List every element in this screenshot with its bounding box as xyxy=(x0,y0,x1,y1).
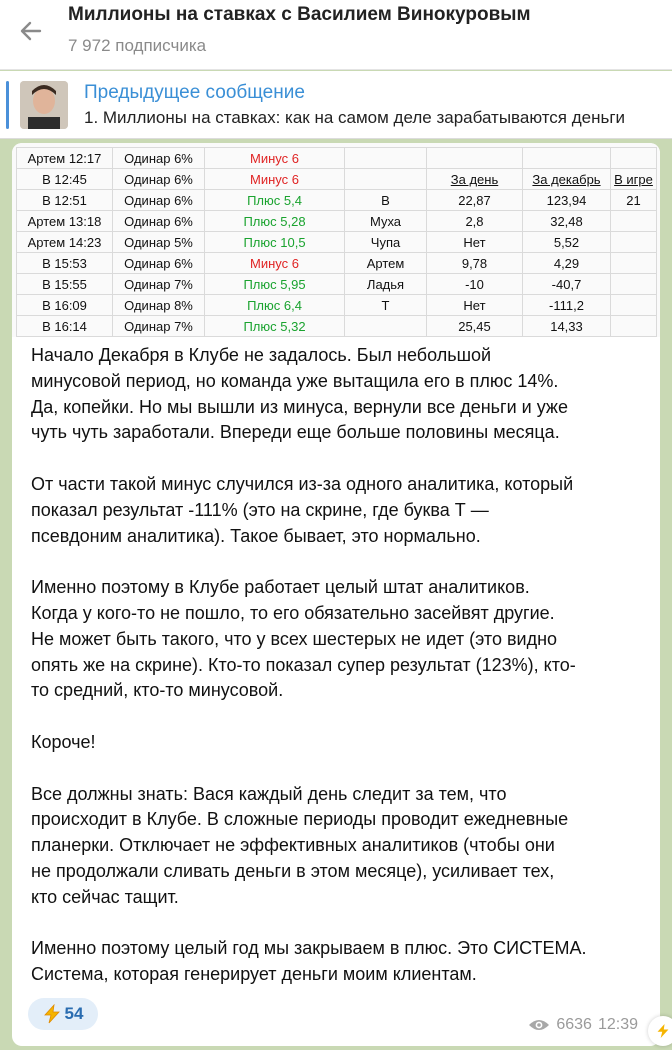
lightning-icon xyxy=(43,1004,61,1024)
sheet-cell-bet: Одинар 6% xyxy=(113,190,205,211)
pinned-text: 1. Миллионы на ставках: как на самом деле зарабатываются деньги xyxy=(84,108,626,127)
sheet-cell-day: 25,45 xyxy=(427,316,523,337)
sheet-cell-play: В игре xyxy=(611,169,657,190)
sheet-cell-name: Муха xyxy=(345,211,427,232)
sheet-cell-time: В 12:51 xyxy=(17,190,113,211)
sheet-cell-result: Плюс 5,28 xyxy=(205,211,345,232)
sheet-cell-dec: -111,2 xyxy=(523,295,611,316)
sheet-cell-play xyxy=(611,295,657,316)
sheet-row xyxy=(17,211,657,232)
sheet-cell-time: В 15:53 xyxy=(17,253,113,274)
sheet-cell-result: Плюс 5,95 xyxy=(205,274,345,295)
sheet-cell-day: За день xyxy=(427,169,523,190)
paragraph: От части такой минус случился из-за одного аналитика, который показал результат -111% (это на скрине, где буква Т — псевдоним аналитика). Такое бывает, это нормально. xyxy=(31,473,574,546)
message-text xyxy=(31,343,651,988)
sheet-cell-name xyxy=(345,169,427,190)
sheet-cell-day: 9,78 xyxy=(427,253,523,274)
quick-reaction-button[interactable] xyxy=(648,1016,672,1046)
sheet-cell-result: Плюс 10,5 xyxy=(205,232,345,253)
sheet-row xyxy=(17,232,657,253)
pinned-message-bar[interactable] xyxy=(0,71,672,139)
reaction-count: 54 xyxy=(64,1004,84,1023)
sheet-cell-dec: 123,94 xyxy=(523,190,611,211)
sheet-cell-play xyxy=(611,316,657,337)
sheet-cell-dec: 14,33 xyxy=(523,316,611,337)
sheet-cell-day: Нет xyxy=(427,232,523,253)
reaction-button[interactable] xyxy=(28,998,98,1030)
sheet-cell-time: Артем 14:23 xyxy=(17,232,113,253)
sheet-row xyxy=(17,274,657,295)
sheet-cell-bet: Одинар 5% xyxy=(113,232,205,253)
sheet-cell-name: Артем xyxy=(345,253,427,274)
sheet-cell-bet: Одинар 7% xyxy=(113,274,205,295)
sheet-cell-play: 21 xyxy=(611,190,657,211)
sheet-cell-dec: За декабрь xyxy=(523,169,611,190)
sheet-row xyxy=(17,169,657,190)
sheet-cell-result: Минус 6 xyxy=(205,148,345,169)
pinned-title: Предыдущее сообщение xyxy=(84,82,305,103)
back-button[interactable] xyxy=(14,14,48,48)
sheet-cell-name xyxy=(345,148,427,169)
sheet-row xyxy=(17,295,657,316)
sheet-cell-time: Артем 13:18 xyxy=(17,211,113,232)
sheet-cell-day: 2,8 xyxy=(427,211,523,232)
sheet-cell-result: Плюс 6,4 xyxy=(205,295,345,316)
sheet-cell-dec: 5,52 xyxy=(523,232,611,253)
sheet-cell-bet: Одинар 6% xyxy=(113,211,205,232)
subscriber-count: 7 972 подписчика xyxy=(68,36,207,55)
sheet-cell-dec xyxy=(523,148,611,169)
sheet-cell-dec: 4,29 xyxy=(523,253,611,274)
sheet-cell-bet: Одинар 6% xyxy=(113,148,205,169)
sheet-cell-play xyxy=(611,232,657,253)
sheet-cell-name xyxy=(345,316,427,337)
sheet-cell-play xyxy=(611,211,657,232)
paragraph: Короче! xyxy=(31,731,96,752)
sheet-cell-bet: Одинар 6% xyxy=(113,169,205,190)
sheet-cell-play xyxy=(611,274,657,295)
sheet-cell-time: В 16:14 xyxy=(17,316,113,337)
sheet-cell-time: В 16:09 xyxy=(17,295,113,316)
sheet-cell-time: В 15:55 xyxy=(17,274,113,295)
lightning-icon xyxy=(656,1023,670,1039)
sheet-cell-day: Нет xyxy=(427,295,523,316)
sheet-cell-name: В xyxy=(345,190,427,211)
paragraph: Все должны знать: Вася каждый день следит за тем, что происходит в Клубе. В сложные периоды проводит ежедневные планерки. Отключает не эффективных аналитиков (чтобы они не продолжали сливать деньги в этом месяце), усиливает тех, кто сейчас тащит. xyxy=(31,783,569,907)
spreadsheet-image[interactable] xyxy=(12,143,660,337)
message-time: 12:39 xyxy=(597,1016,638,1033)
message-meta xyxy=(528,1016,638,1034)
sheet-cell-time: В 12:45 xyxy=(17,169,113,190)
pinned-indicator xyxy=(6,81,9,129)
sheet-cell-result: Минус 6 xyxy=(205,253,345,274)
sheet-cell-dec: 32,48 xyxy=(523,211,611,232)
sheet-cell-day xyxy=(427,148,523,169)
channel-title[interactable]: Миллионы на ставках с Василием Винокуровым xyxy=(68,4,531,25)
pinned-thumbnail xyxy=(20,81,68,129)
paragraph: Именно поэтому целый год мы закрываем в плюс. Это СИСТЕМА. Система, которая генерирует деньги моим клиентам. xyxy=(31,938,587,985)
sheet-cell-bet: Одинар 8% xyxy=(113,295,205,316)
arrow-left-icon xyxy=(18,18,44,44)
sheet-cell-bet: Одинар 7% xyxy=(113,316,205,337)
sheet-cell-day: 22,87 xyxy=(427,190,523,211)
sheet-cell-day: -10 xyxy=(427,274,523,295)
sheet-cell-name: Чупа xyxy=(345,232,427,253)
sheet-cell-name: Т xyxy=(345,295,427,316)
spreadsheet-table xyxy=(16,147,657,337)
sheet-cell-bet: Одинар 6% xyxy=(113,253,205,274)
sheet-cell-play xyxy=(611,148,657,169)
sheet-row xyxy=(17,253,657,274)
sheet-row xyxy=(17,148,657,169)
sheet-cell-dec: -40,7 xyxy=(523,274,611,295)
chat-header xyxy=(0,0,672,70)
view-count: 6636 xyxy=(556,1016,592,1033)
sheet-cell-result: Плюс 5,4 xyxy=(205,190,345,211)
sheet-row xyxy=(17,316,657,337)
sheet-cell-result: Плюс 5,32 xyxy=(205,316,345,337)
paragraph: Начало Декабря в Клубе не задалось. Был небольшой минусовой период, но команда уже вытащила его в плюс 14%. Да, копейки. Но мы вышли из минуса, вернули все деньги и уже чуть чуть заработали. Впереди еще больше половины месяца. xyxy=(31,345,568,443)
sheet-row xyxy=(17,190,657,211)
paragraph: Именно поэтому в Клубе работает целый штат аналитиков. Когда у кого-то не пошло, то его обязательно засейвят другие. Не может быть такого, что у всех шестерых не идет (это видно опять же на скрине). Кто-то показал супер результат (123%), кто- то средний, кто-то минусовой. xyxy=(31,577,576,701)
sheet-cell-result: Минус 6 xyxy=(205,169,345,190)
message-bubble xyxy=(12,143,660,1046)
sheet-cell-name: Ладья xyxy=(345,274,427,295)
eye-icon xyxy=(528,1018,550,1032)
sheet-cell-time: Артем 12:17 xyxy=(17,148,113,169)
sheet-cell-play xyxy=(611,253,657,274)
